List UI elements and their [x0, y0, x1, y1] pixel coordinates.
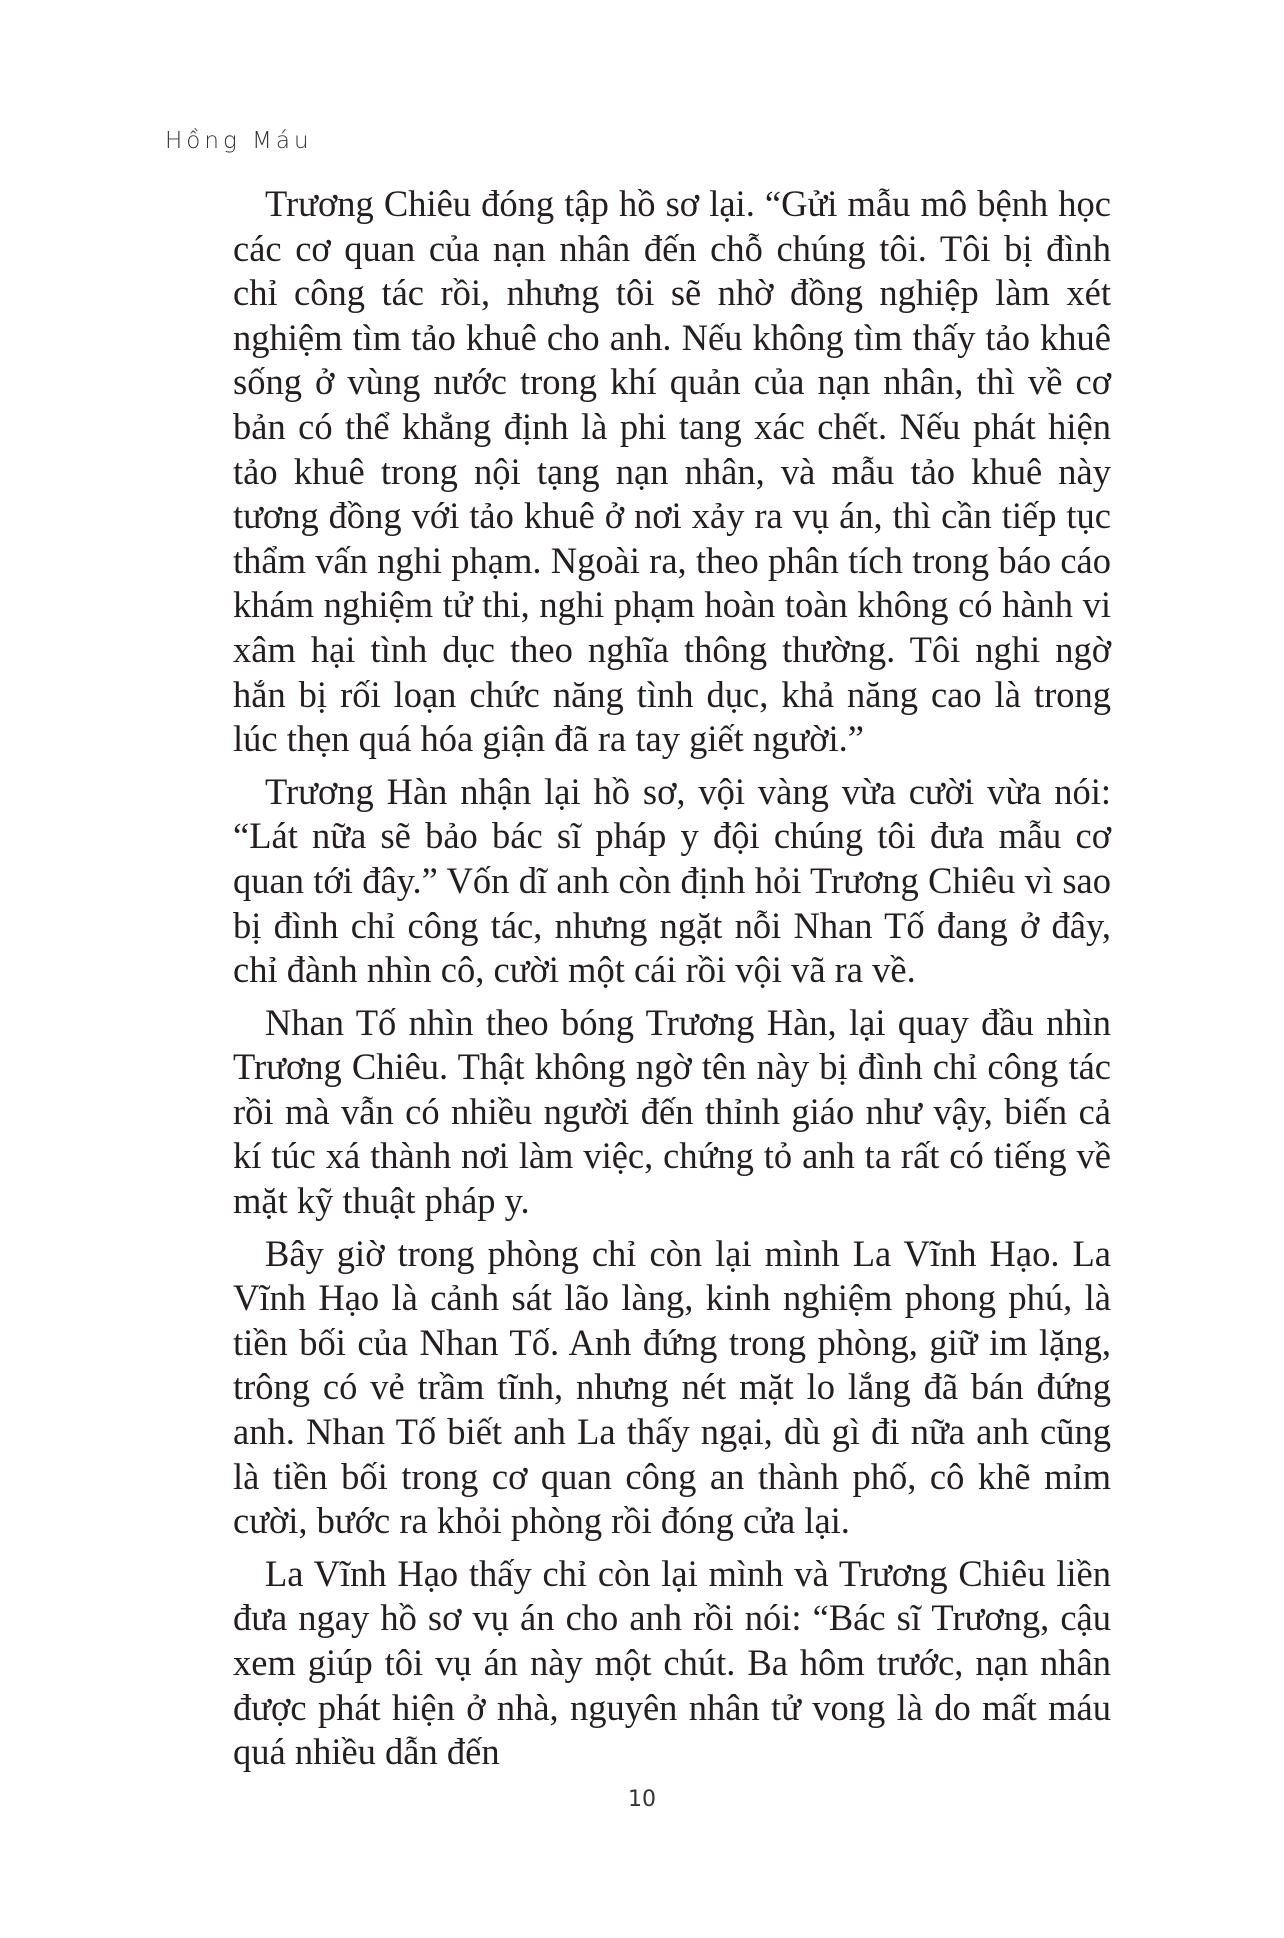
- paragraph: Trương Hàn nhận lại hồ sơ, vội vàng vừa cười vừa nói: “Lát nữa sẽ bảo bác sĩ pháp y đội chúng tôi đưa mẫu cơ quan tới đây.” Vốn dĩ anh còn định hỏi Trương Chiêu vì sao bị đình chỉ công tác, nhưng ngặt nỗi Nhan Tố đang ở đây, chỉ đành nhìn cô, cười một cái rồi vội vã ra về.: [233, 770, 1111, 991]
- paragraph: Nhan Tố nhìn theo bóng Trương Hàn, lại quay đầu nhìn Trương Chiêu. Thật không ngờ tên này bị đình chỉ công tác rồi mà vẫn có nhiều người đến thỉnh giáo như vậy, biến cả kí túc xá thành nơi làm việc, chứng tỏ anh ta rất có tiếng về mặt kỹ thuật pháp y.: [233, 1001, 1111, 1222]
- body-text: [233, 182, 1111, 1775]
- paragraph: Trương Chiêu đóng tập hồ sơ lại. “Gửi mẫu mô bệnh học các cơ quan của nạn nhân đến chỗ chúng tôi. Tôi bị đình chỉ công tác rồi, nhưng tôi sẽ nhờ đồng nghiệp làm xét nghiệm tìm tảo khuê cho anh. Nếu không tìm thấy tảo khuê sống ở vùng nước trong khí quản của nạn nhân, thì về cơ bản có thể khẳng định là phi tang xác chết. Nếu phát hiện tảo khuê trong nội tạng nạn nhân, và mẫu tảo khuê này tương đồng với tảo khuê ở nơi xảy ra vụ án, thì cần tiếp tục thẩm vấn nghi phạm. Ngoài ra, theo phân tích trong báo cáo khám nghiệm tử thi, nghi phạm hoàn toàn không có hành vi xâm hại tình dục theo nghĩa thông thường. Tôi nghi ngờ hắn bị rối loạn chức năng tình dục, khả năng cao là trong lúc thẹn quá hóa giận đã ra tay giết người.”: [233, 183, 1111, 760]
- page-number: 10: [628, 1787, 656, 1812]
- paragraph: La Vĩnh Hạo thấy chỉ còn lại mình và Trương Chiêu liền đưa ngay hồ sơ vụ án cho anh rồi nói: “Bác sĩ Trương, cậu xem giúp tôi vụ án này một chút. Ba hôm trước, nạn nhân được phát hiện ở nhà, nguyên nhân tử vong là do mất máu quá nhiều dẫn đến: [233, 1552, 1111, 1773]
- paragraph: Bây giờ trong phòng chỉ còn lại mình La Vĩnh Hạo. La Vĩnh Hạo là cảnh sát lão làng, kinh nghiệm phong phú, là tiền bối của Nhan Tố. Anh đứng trong phòng, giữ im lặng, trông có vẻ trầm tĩnh, nhưng nét mặt lo lắng đã bán đứng anh. Nhan Tố biết anh La thấy ngại, dù gì đi nữa anh cũng là tiền bối trong cơ quan công an thành phố, cô khẽ mỉm cười, bước ra khỏi phòng rồi đóng cửa lại.: [233, 1232, 1111, 1542]
- running-header-title: Hồng Máu: [165, 128, 313, 154]
